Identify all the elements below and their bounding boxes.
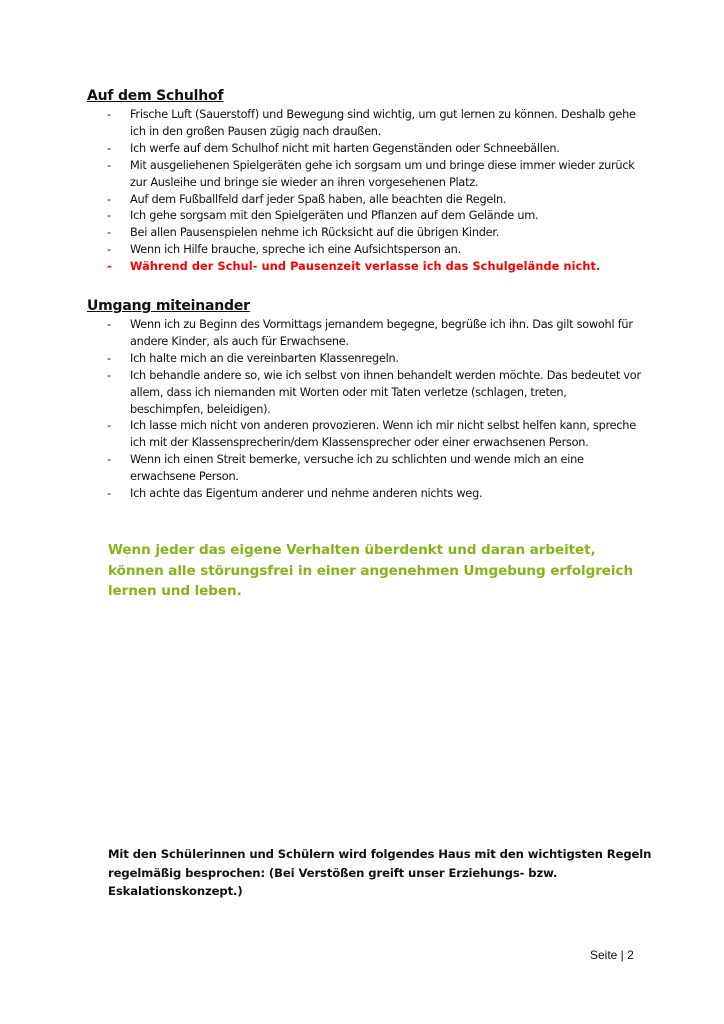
list-item: - Frische Luft (Sauerstoff) und Bewegung sind wichtig, um gut lernen zu können. Deshalb gehe ich in den großen Pausen zügig nach draußen. bbox=[107, 108, 636, 138]
list-item: - Mit ausgeliehenen Spielgeräten gehe ich sorgsam um und bringe diese immer wieder zurück zur Ausleihe und bringe sie wieder an ihren vorgesehenen Platz. bbox=[107, 158, 635, 189]
section-heading-umgang: Umgang miteinander bbox=[87, 298, 250, 314]
bullet-dash: - bbox=[107, 419, 111, 433]
list-item: - Ich gehe sorgsam mit den Spielgeräten und Pflanzen auf dem Gelände um. bbox=[107, 208, 642, 225]
bullet-dash: - bbox=[107, 318, 111, 331]
bullet-dash: - bbox=[107, 487, 111, 501]
bullet-dash: - bbox=[107, 453, 111, 467]
bullet-dash: - bbox=[107, 351, 111, 365]
closing-paragraph: Mit den Schülerinnen und Schülern wird folgendes Haus mit den wichtigsten Regeln regelmäßig besprochen: (Bei Verstößen greift unser Erziehungs- bzw. Eskalationskonzept.) bbox=[108, 847, 652, 898]
list-item: - Ich achte das Eigentum anderer und nehme anderen nichts weg. bbox=[107, 486, 642, 503]
list-item: - Auf dem Fußballfeld darf jeder Spaß haben, alle beachten die Regeln. bbox=[107, 192, 642, 209]
bullet-dash: - bbox=[107, 108, 111, 121]
bullet-dash: - bbox=[107, 260, 112, 274]
list-item: - Ich werfe auf dem Schulhof nicht mit harten Gegenständen oder Schneebällen. bbox=[107, 141, 642, 158]
list-item: - Wenn ich einen Streit bemerke, versuche ich zu schlichten und wende mich an eine erwachsene Person. bbox=[107, 453, 584, 484]
list-item: - Bei allen Pausenspielen nehme ich Rücksicht auf die übrigen Kinder. bbox=[107, 225, 642, 242]
list-item: - Ich lasse mich nicht von anderen provozieren. Wenn ich mir nicht selbst helfen kann, spreche ich mit der Klassensprecherin/dem Klassensprecher oder einer erwachsenen Person. bbox=[107, 419, 636, 450]
list-item: - Wenn ich zu Beginn des Vormittags jemandem begegne, begrüße ich ihn. Das gilt sowohl für andere Kinder, als auch für Erwachsene. bbox=[107, 318, 633, 348]
list-item: - Ich behandle andere so, wie ich selbst von ihnen behandelt werden möchte. Das bedeutet vor allem, dass ich niemanden mit Worten oder mit Taten verletze (schlagen, treten, beschimpfen, beleidigen). bbox=[107, 368, 641, 416]
umgang-rules-list bbox=[107, 317, 642, 503]
schulhof-rules-list bbox=[107, 107, 642, 276]
list-item: - Ich halte mich an die vereinbarten Klassenregeln. bbox=[107, 351, 642, 368]
bullet-dash: - bbox=[107, 243, 111, 257]
bullet-dash: - bbox=[107, 141, 111, 155]
bullet-dash: - bbox=[107, 226, 111, 240]
bullet-dash: - bbox=[107, 209, 111, 223]
section-heading-schulhof: Auf dem Schulhof bbox=[87, 88, 224, 104]
bullet-dash: - bbox=[107, 368, 111, 382]
list-item: - Wenn ich Hilfe brauche, spreche ich eine Aufsichtsperson an. bbox=[107, 242, 642, 259]
bullet-dash: - bbox=[107, 158, 111, 172]
page-number: Seite | 2 bbox=[590, 948, 634, 962]
bullet-dash: - bbox=[107, 192, 111, 206]
summary-statement: Wenn jeder das eigene Verhalten überdenkt und daran arbeitet, können alle störungsfrei in einer angenehmen Umgebung erfolgreich lernen und leben. bbox=[108, 542, 634, 599]
list-item-warning: - Während der Schul- und Pausenzeit verlasse ich das Schulgelände nicht. bbox=[107, 259, 642, 276]
